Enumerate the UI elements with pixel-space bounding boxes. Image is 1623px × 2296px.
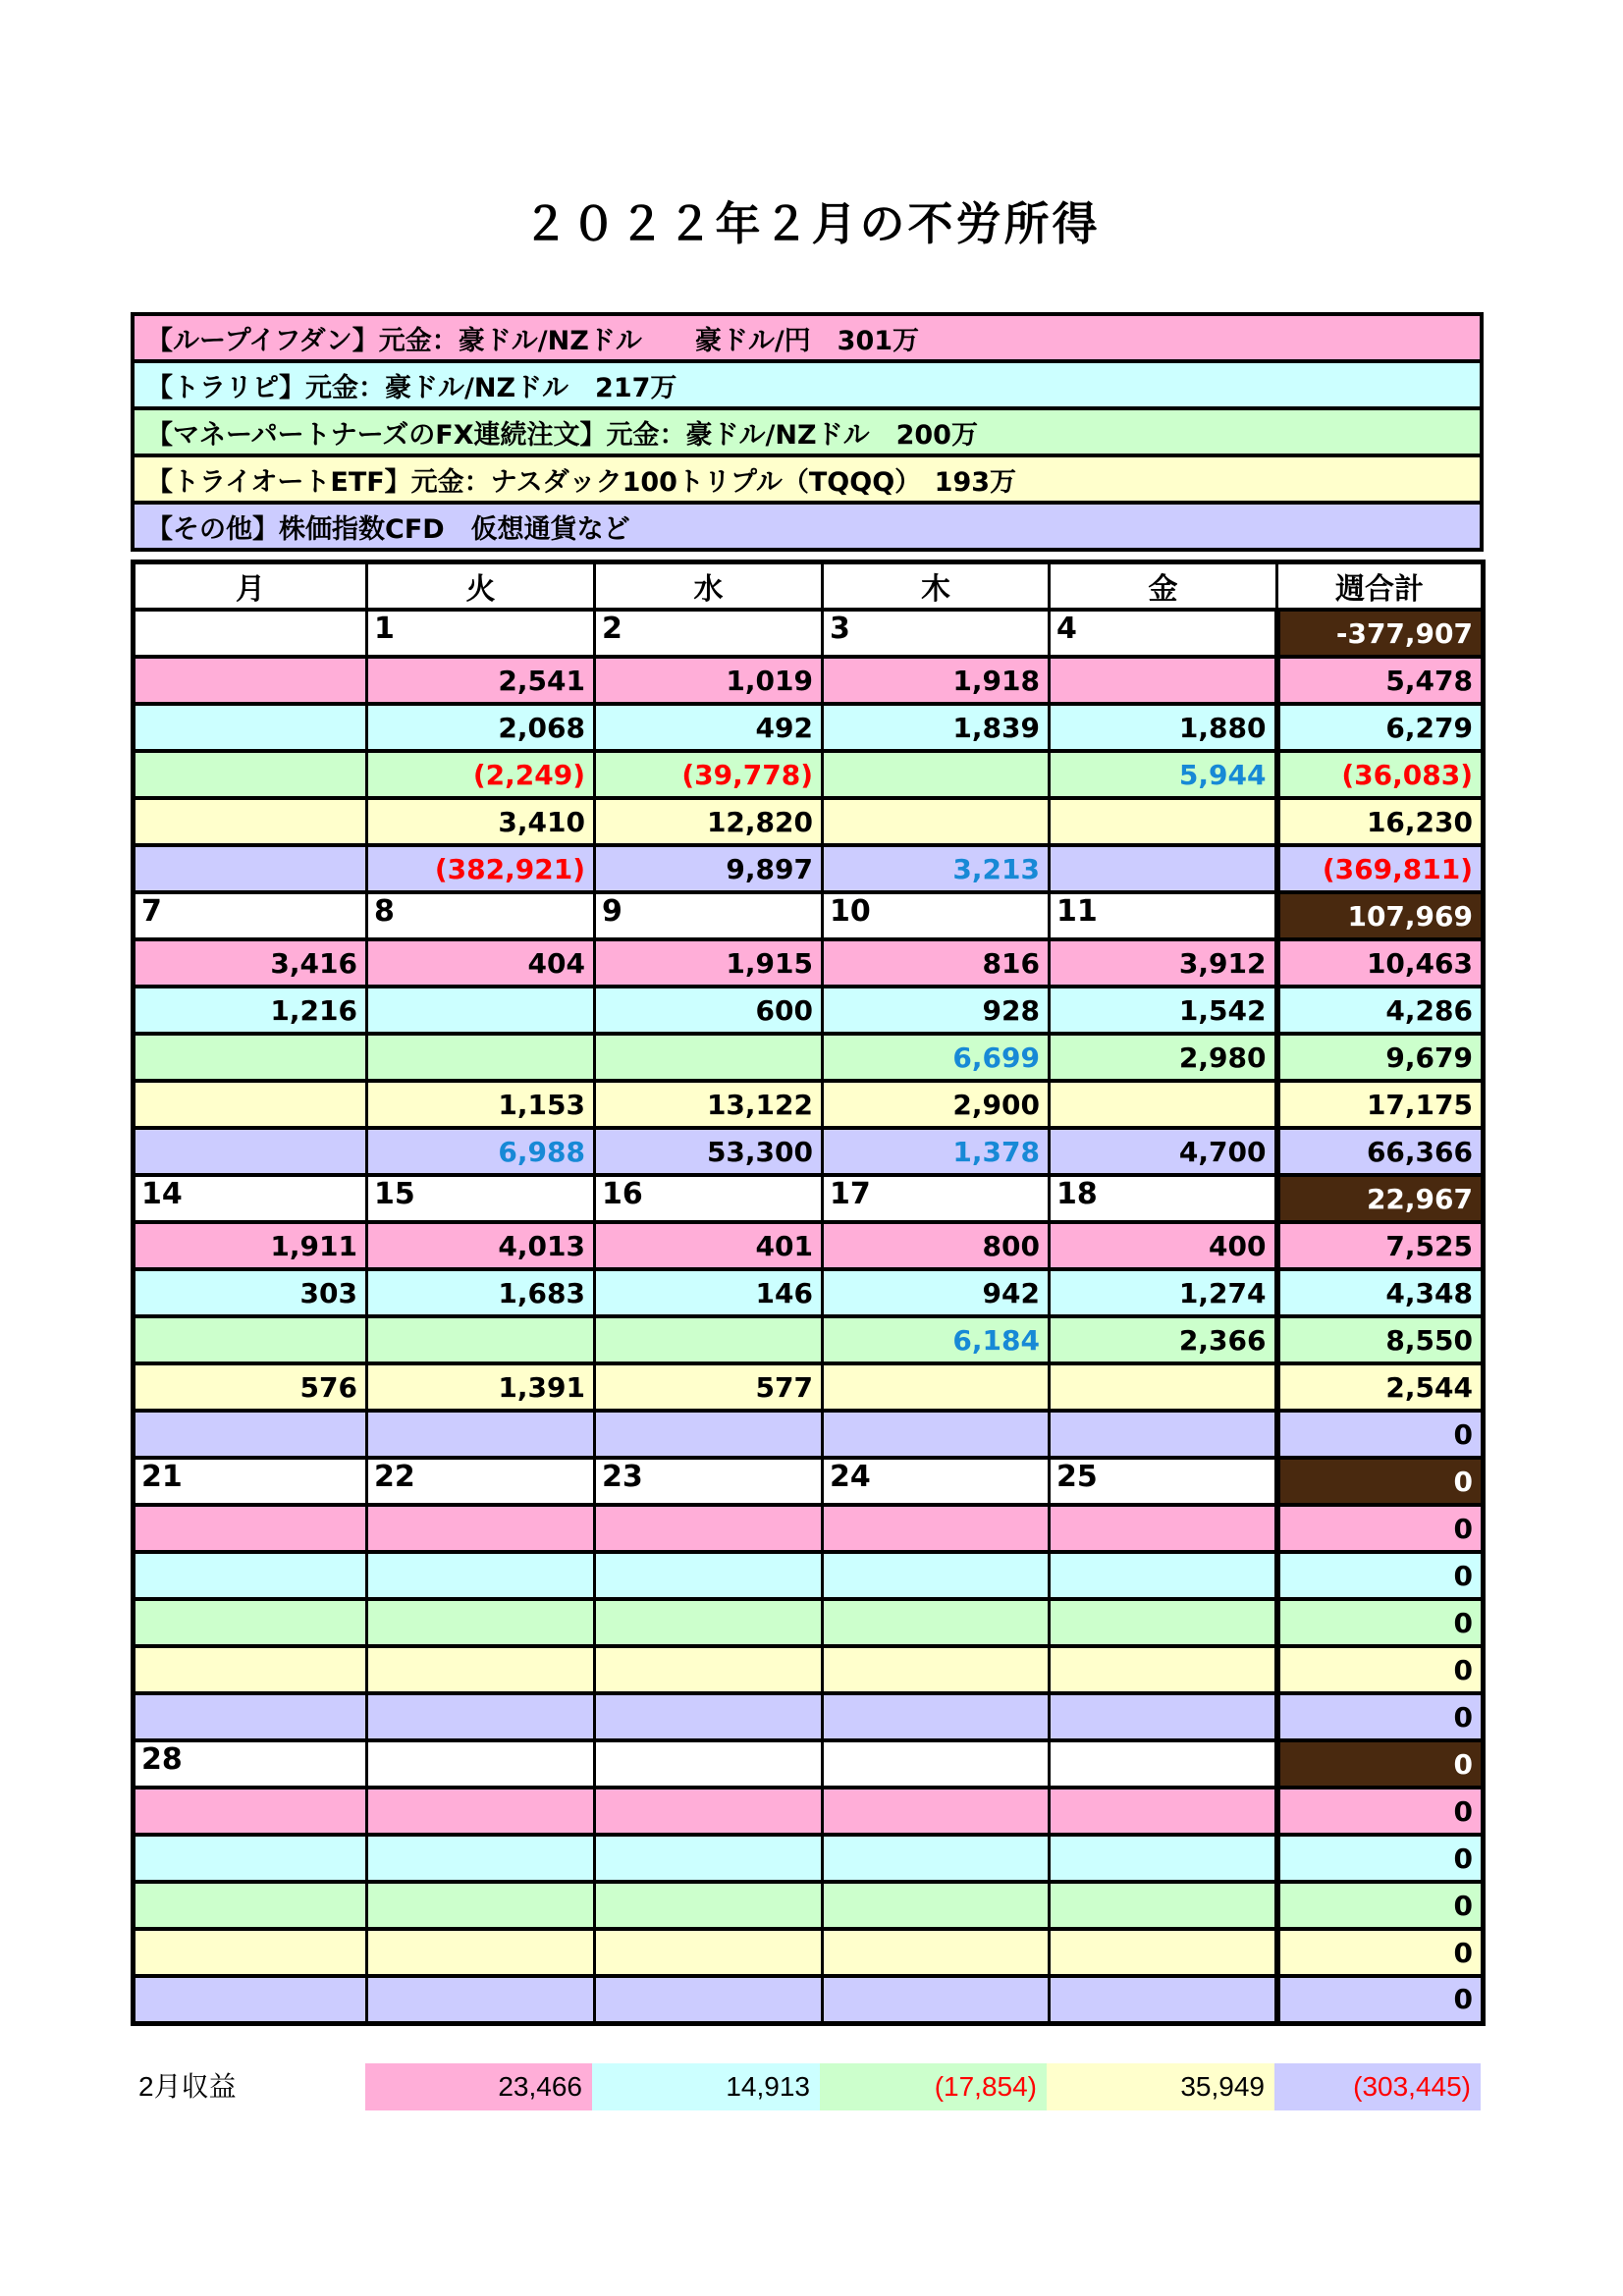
income-cell-loop-ifudan: 1,915 <box>595 939 823 987</box>
income-cell-sonota <box>1050 845 1277 892</box>
income-cell-loop-ifudan <box>134 657 367 704</box>
legend-fx-renzoku: 【マネーパートナーズのFX連続注文】元金：豪ドル/NZドル 200万 <box>131 406 1484 457</box>
week-2-loop-ifudan-row <box>134 939 1484 987</box>
income-cell-loop-ifudan: 1,911 <box>134 1222 367 1269</box>
income-cell-toraripi: 600 <box>595 987 823 1034</box>
month-total-loop-ifudan: 23,466 <box>365 2063 592 2110</box>
week-subtotal-loop-ifudan: 5,478 <box>1277 657 1484 704</box>
income-cell-triauto-etf: 1,153 <box>367 1081 595 1128</box>
income-cell-loop-ifudan: 2,541 <box>367 657 595 704</box>
week-5-triauto-etf-row <box>134 1929 1484 1976</box>
week-1-date-row <box>134 610 1484 657</box>
day-header-3: 水 <box>595 562 823 611</box>
week-2-date-row <box>134 892 1484 939</box>
income-cell-loop-ifudan <box>595 1505 823 1552</box>
income-cell-sonota <box>134 1411 367 1458</box>
income-cell-toraripi <box>823 1552 1050 1599</box>
week-3-triauto-etf-row <box>134 1363 1484 1411</box>
income-cell-toraripi <box>367 1835 595 1882</box>
date-cell: 8 <box>367 892 595 939</box>
income-cell-loop-ifudan: 1,019 <box>595 657 823 704</box>
week-subtotal-fx-renzoku: 9,679 <box>1277 1034 1484 1081</box>
income-cell-triauto-etf: 12,820 <box>595 798 823 845</box>
week-total: 0 <box>1277 1458 1484 1505</box>
income-cell-triauto-etf <box>134 1929 367 1976</box>
income-cell-triauto-etf: 576 <box>134 1363 367 1411</box>
income-cell-triauto-etf <box>367 1646 595 1693</box>
income-cell-fx-renzoku <box>134 1316 367 1363</box>
week-subtotal-toraripi: 0 <box>1277 1835 1484 1882</box>
income-cell-sonota <box>134 1128 367 1175</box>
week-4-loop-ifudan-row <box>134 1505 1484 1552</box>
week-3-sonota-row <box>134 1411 1484 1458</box>
income-cell-toraripi <box>595 1835 823 1882</box>
week-2-triauto-etf-row <box>134 1081 1484 1128</box>
income-cell-fx-renzoku <box>367 1599 595 1646</box>
week-4-sonota-row <box>134 1693 1484 1740</box>
date-cell <box>595 1740 823 1788</box>
monthly-summary-label: 2月収益 <box>138 2071 237 2102</box>
income-cell-triauto-etf <box>595 1646 823 1693</box>
income-cell-loop-ifudan <box>1050 1505 1277 1552</box>
week-subtotal-toraripi: 4,348 <box>1277 1269 1484 1316</box>
income-cell-triauto-etf <box>1050 1929 1277 1976</box>
income-cell-sonota: 4,700 <box>1050 1128 1277 1175</box>
week-subtotal-loop-ifudan: 0 <box>1277 1788 1484 1835</box>
week-subtotal-triauto-etf: 17,175 <box>1277 1081 1484 1128</box>
income-cell-triauto-etf <box>1050 1081 1277 1128</box>
week-5-loop-ifudan-row <box>134 1788 1484 1835</box>
income-cell-sonota <box>1050 1976 1277 2023</box>
week-5-fx-renzoku-row <box>134 1882 1484 1929</box>
income-cell-sonota: (382,921) <box>367 845 595 892</box>
income-cell-fx-renzoku <box>595 1599 823 1646</box>
week-subtotal-toraripi: 0 <box>1277 1552 1484 1599</box>
week-total: -377,907 <box>1277 610 1484 657</box>
income-cell-toraripi: 492 <box>595 704 823 751</box>
income-cell-sonota <box>823 1411 1050 1458</box>
date-cell: 7 <box>134 892 367 939</box>
date-cell: 9 <box>595 892 823 939</box>
income-cell-triauto-etf <box>823 798 1050 845</box>
week-2-toraripi-row <box>134 987 1484 1034</box>
income-cell-toraripi: 942 <box>823 1269 1050 1316</box>
month-total-sonota: (303,445) <box>1274 2063 1481 2110</box>
income-cell-triauto-etf <box>1050 1646 1277 1693</box>
income-cell-toraripi <box>134 1552 367 1599</box>
week-subtotal-triauto-etf: 0 <box>1277 1646 1484 1693</box>
week-4-toraripi-row <box>134 1552 1484 1599</box>
income-cell-loop-ifudan <box>367 1788 595 1835</box>
income-cell-toraripi <box>134 1835 367 1882</box>
date-cell: 1 <box>367 610 595 657</box>
income-cell-loop-ifudan: 4,013 <box>367 1222 595 1269</box>
income-cell-triauto-etf <box>823 1646 1050 1693</box>
legend-block <box>131 312 1484 552</box>
income-cell-sonota <box>823 1693 1050 1740</box>
income-cell-sonota <box>595 1976 823 2023</box>
income-cell-loop-ifudan <box>1050 657 1277 704</box>
income-cell-sonota <box>367 1693 595 1740</box>
income-calendar-table <box>131 560 1486 2026</box>
income-cell-triauto-etf <box>595 1929 823 1976</box>
income-cell-toraripi: 1,839 <box>823 704 1050 751</box>
week-subtotal-fx-renzoku: 0 <box>1277 1882 1484 1929</box>
week-total-header: 週合計 <box>1277 562 1484 611</box>
legend-loop-ifudan: 【ループイフダン】元金：豪ドル/NZドル 豪ドル/円 301万 <box>131 312 1484 363</box>
income-cell-fx-renzoku <box>134 1034 367 1081</box>
income-cell-sonota <box>595 1411 823 1458</box>
week-total: 107,969 <box>1277 892 1484 939</box>
week-subtotal-loop-ifudan: 10,463 <box>1277 939 1484 987</box>
week-subtotal-triauto-etf: 16,230 <box>1277 798 1484 845</box>
income-cell-toraripi <box>134 704 367 751</box>
date-cell: 17 <box>823 1175 1050 1222</box>
income-cell-sonota: 53,300 <box>595 1128 823 1175</box>
income-cell-toraripi <box>595 1552 823 1599</box>
income-cell-loop-ifudan: 800 <box>823 1222 1050 1269</box>
income-cell-fx-renzoku <box>823 1599 1050 1646</box>
income-cell-fx-renzoku <box>134 751 367 798</box>
month-total-toraripi: 14,913 <box>592 2063 820 2110</box>
week-1-triauto-etf-row <box>134 798 1484 845</box>
income-cell-triauto-etf <box>367 1929 595 1976</box>
income-cell-toraripi: 928 <box>823 987 1050 1034</box>
week-subtotal-toraripi: 6,279 <box>1277 704 1484 751</box>
income-cell-triauto-etf <box>823 1363 1050 1411</box>
week-5-date-row <box>134 1740 1484 1788</box>
income-cell-toraripi: 1,880 <box>1050 704 1277 751</box>
income-cell-sonota <box>595 1693 823 1740</box>
income-cell-toraripi: 1,683 <box>367 1269 595 1316</box>
week-5-sonota-row <box>134 1976 1484 2023</box>
week-1-fx-renzoku-row <box>134 751 1484 798</box>
income-cell-sonota <box>1050 1693 1277 1740</box>
income-cell-fx-renzoku <box>134 1599 367 1646</box>
date-cell: 21 <box>134 1458 367 1505</box>
day-header-2: 火 <box>367 562 595 611</box>
income-cell-toraripi: 2,068 <box>367 704 595 751</box>
date-cell: 14 <box>134 1175 367 1222</box>
day-header-5: 金 <box>1050 562 1277 611</box>
income-cell-sonota <box>823 1976 1050 2023</box>
income-cell-fx-renzoku <box>1050 1882 1277 1929</box>
income-cell-loop-ifudan <box>823 1505 1050 1552</box>
week-4-triauto-etf-row <box>134 1646 1484 1693</box>
income-cell-toraripi <box>1050 1552 1277 1599</box>
date-cell: 18 <box>1050 1175 1277 1222</box>
income-cell-fx-renzoku <box>1050 1599 1277 1646</box>
income-cell-triauto-etf: 3,410 <box>367 798 595 845</box>
income-cell-toraripi <box>823 1835 1050 1882</box>
income-cell-fx-renzoku <box>595 1316 823 1363</box>
income-cell-triauto-etf: 1,391 <box>367 1363 595 1411</box>
income-cell-sonota: 3,213 <box>823 845 1050 892</box>
weekday-header-row <box>134 562 1484 611</box>
income-cell-sonota: 1,378 <box>823 1128 1050 1175</box>
week-3-toraripi-row <box>134 1269 1484 1316</box>
week-total: 22,967 <box>1277 1175 1484 1222</box>
date-cell: 3 <box>823 610 1050 657</box>
legend-sonota: 【その他】株価指数CFD 仮想通貨など <box>131 501 1484 552</box>
income-cell-loop-ifudan: 1,918 <box>823 657 1050 704</box>
income-cell-loop-ifudan: 400 <box>1050 1222 1277 1269</box>
income-cell-triauto-etf <box>1050 798 1277 845</box>
income-cell-loop-ifudan: 404 <box>367 939 595 987</box>
income-cell-toraripi <box>1050 1835 1277 1882</box>
income-cell-triauto-etf <box>823 1929 1050 1976</box>
month-total-triauto-etf: 35,949 <box>1047 2063 1274 2110</box>
week-1-loop-ifudan-row <box>134 657 1484 704</box>
date-cell <box>134 610 367 657</box>
date-cell: 15 <box>367 1175 595 1222</box>
income-cell-loop-ifudan: 3,416 <box>134 939 367 987</box>
income-cell-toraripi: 1,542 <box>1050 987 1277 1034</box>
monthly-summary-row <box>131 2063 1484 2110</box>
income-cell-sonota <box>134 1976 367 2023</box>
income-cell-loop-ifudan <box>595 1788 823 1835</box>
week-3-loop-ifudan-row <box>134 1222 1484 1269</box>
income-cell-sonota: 9,897 <box>595 845 823 892</box>
income-cell-toraripi: 1,216 <box>134 987 367 1034</box>
week-1-toraripi-row <box>134 704 1484 751</box>
income-cell-triauto-etf <box>134 1646 367 1693</box>
income-cell-fx-renzoku: 6,184 <box>823 1316 1050 1363</box>
date-cell: 22 <box>367 1458 595 1505</box>
income-cell-loop-ifudan <box>367 1505 595 1552</box>
income-cell-loop-ifudan <box>823 1788 1050 1835</box>
week-subtotal-loop-ifudan: 0 <box>1277 1505 1484 1552</box>
date-cell: 16 <box>595 1175 823 1222</box>
income-cell-triauto-etf <box>134 798 367 845</box>
date-cell: 4 <box>1050 610 1277 657</box>
income-cell-triauto-etf: 2,900 <box>823 1081 1050 1128</box>
week-subtotal-sonota: (369,811) <box>1277 845 1484 892</box>
income-cell-fx-renzoku <box>367 1882 595 1929</box>
legend-toraripi: 【トラリピ】元金：豪ドル/NZドル 217万 <box>131 359 1484 410</box>
day-header-4: 木 <box>823 562 1050 611</box>
income-cell-sonota <box>1050 1411 1277 1458</box>
week-subtotal-sonota: 0 <box>1277 1411 1484 1458</box>
week-subtotal-fx-renzoku: 8,550 <box>1277 1316 1484 1363</box>
income-cell-triauto-etf: 577 <box>595 1363 823 1411</box>
income-cell-fx-renzoku <box>367 1034 595 1081</box>
week-subtotal-toraripi: 4,286 <box>1277 987 1484 1034</box>
week-subtotal-triauto-etf: 0 <box>1277 1929 1484 1976</box>
legend-triauto-etf: 【トライオートETF】元金：ナスダック100トリプル（TQQQ） 193万 <box>131 454 1484 505</box>
week-subtotal-sonota: 0 <box>1277 1976 1484 2023</box>
month-total-fx-renzoku: (17,854) <box>820 2063 1047 2110</box>
week-4-fx-renzoku-row <box>134 1599 1484 1646</box>
date-cell: 24 <box>823 1458 1050 1505</box>
income-cell-loop-ifudan: 401 <box>595 1222 823 1269</box>
income-cell-fx-renzoku <box>823 1882 1050 1929</box>
day-header-1: 月 <box>134 562 367 611</box>
income-cell-loop-ifudan <box>1050 1788 1277 1835</box>
week-subtotal-loop-ifudan: 7,525 <box>1277 1222 1484 1269</box>
income-cell-loop-ifudan: 816 <box>823 939 1050 987</box>
week-2-fx-renzoku-row <box>134 1034 1484 1081</box>
date-cell: 2 <box>595 610 823 657</box>
date-cell <box>1050 1740 1277 1788</box>
date-cell: 23 <box>595 1458 823 1505</box>
week-1-sonota-row <box>134 845 1484 892</box>
income-cell-sonota <box>367 1976 595 2023</box>
week-total: 0 <box>1277 1740 1484 1788</box>
income-cell-fx-renzoku <box>134 1882 367 1929</box>
week-subtotal-sonota: 0 <box>1277 1693 1484 1740</box>
income-cell-triauto-etf <box>1050 1363 1277 1411</box>
week-3-fx-renzoku-row <box>134 1316 1484 1363</box>
date-cell: 11 <box>1050 892 1277 939</box>
week-2-sonota-row <box>134 1128 1484 1175</box>
income-cell-sonota <box>134 1693 367 1740</box>
income-cell-fx-renzoku: 2,366 <box>1050 1316 1277 1363</box>
income-cell-fx-renzoku <box>367 1316 595 1363</box>
week-subtotal-fx-renzoku: 0 <box>1277 1599 1484 1646</box>
income-cell-fx-renzoku <box>823 751 1050 798</box>
week-subtotal-triauto-etf: 2,544 <box>1277 1363 1484 1411</box>
week-5-toraripi-row <box>134 1835 1484 1882</box>
income-cell-fx-renzoku: 5,944 <box>1050 751 1277 798</box>
income-cell-loop-ifudan <box>134 1788 367 1835</box>
income-cell-sonota <box>367 1411 595 1458</box>
income-cell-loop-ifudan: 3,912 <box>1050 939 1277 987</box>
income-cell-fx-renzoku: (2,249) <box>367 751 595 798</box>
income-cell-toraripi: 303 <box>134 1269 367 1316</box>
income-cell-toraripi <box>367 1552 595 1599</box>
income-cell-fx-renzoku: 2,980 <box>1050 1034 1277 1081</box>
income-cell-triauto-etf <box>134 1081 367 1128</box>
income-cell-fx-renzoku <box>595 1034 823 1081</box>
income-cell-toraripi: 146 <box>595 1269 823 1316</box>
week-subtotal-sonota: 66,366 <box>1277 1128 1484 1175</box>
income-cell-loop-ifudan <box>134 1505 367 1552</box>
week-4-date-row <box>134 1458 1484 1505</box>
income-cell-triauto-etf: 13,122 <box>595 1081 823 1128</box>
date-cell: 28 <box>134 1740 367 1788</box>
page-title: ２０２２年２月の不労所得 <box>522 197 1101 250</box>
week-3-date-row <box>134 1175 1484 1222</box>
income-cell-sonota <box>134 845 367 892</box>
date-cell: 25 <box>1050 1458 1277 1505</box>
date-cell <box>367 1740 595 1788</box>
date-cell <box>823 1740 1050 1788</box>
income-cell-fx-renzoku: 6,699 <box>823 1034 1050 1081</box>
income-cell-toraripi <box>367 987 595 1034</box>
date-cell: 10 <box>823 892 1050 939</box>
income-cell-fx-renzoku: (39,778) <box>595 751 823 798</box>
week-subtotal-fx-renzoku: (36,083) <box>1277 751 1484 798</box>
income-cell-fx-renzoku <box>595 1882 823 1929</box>
income-cell-toraripi: 1,274 <box>1050 1269 1277 1316</box>
income-cell-sonota: 6,988 <box>367 1128 595 1175</box>
